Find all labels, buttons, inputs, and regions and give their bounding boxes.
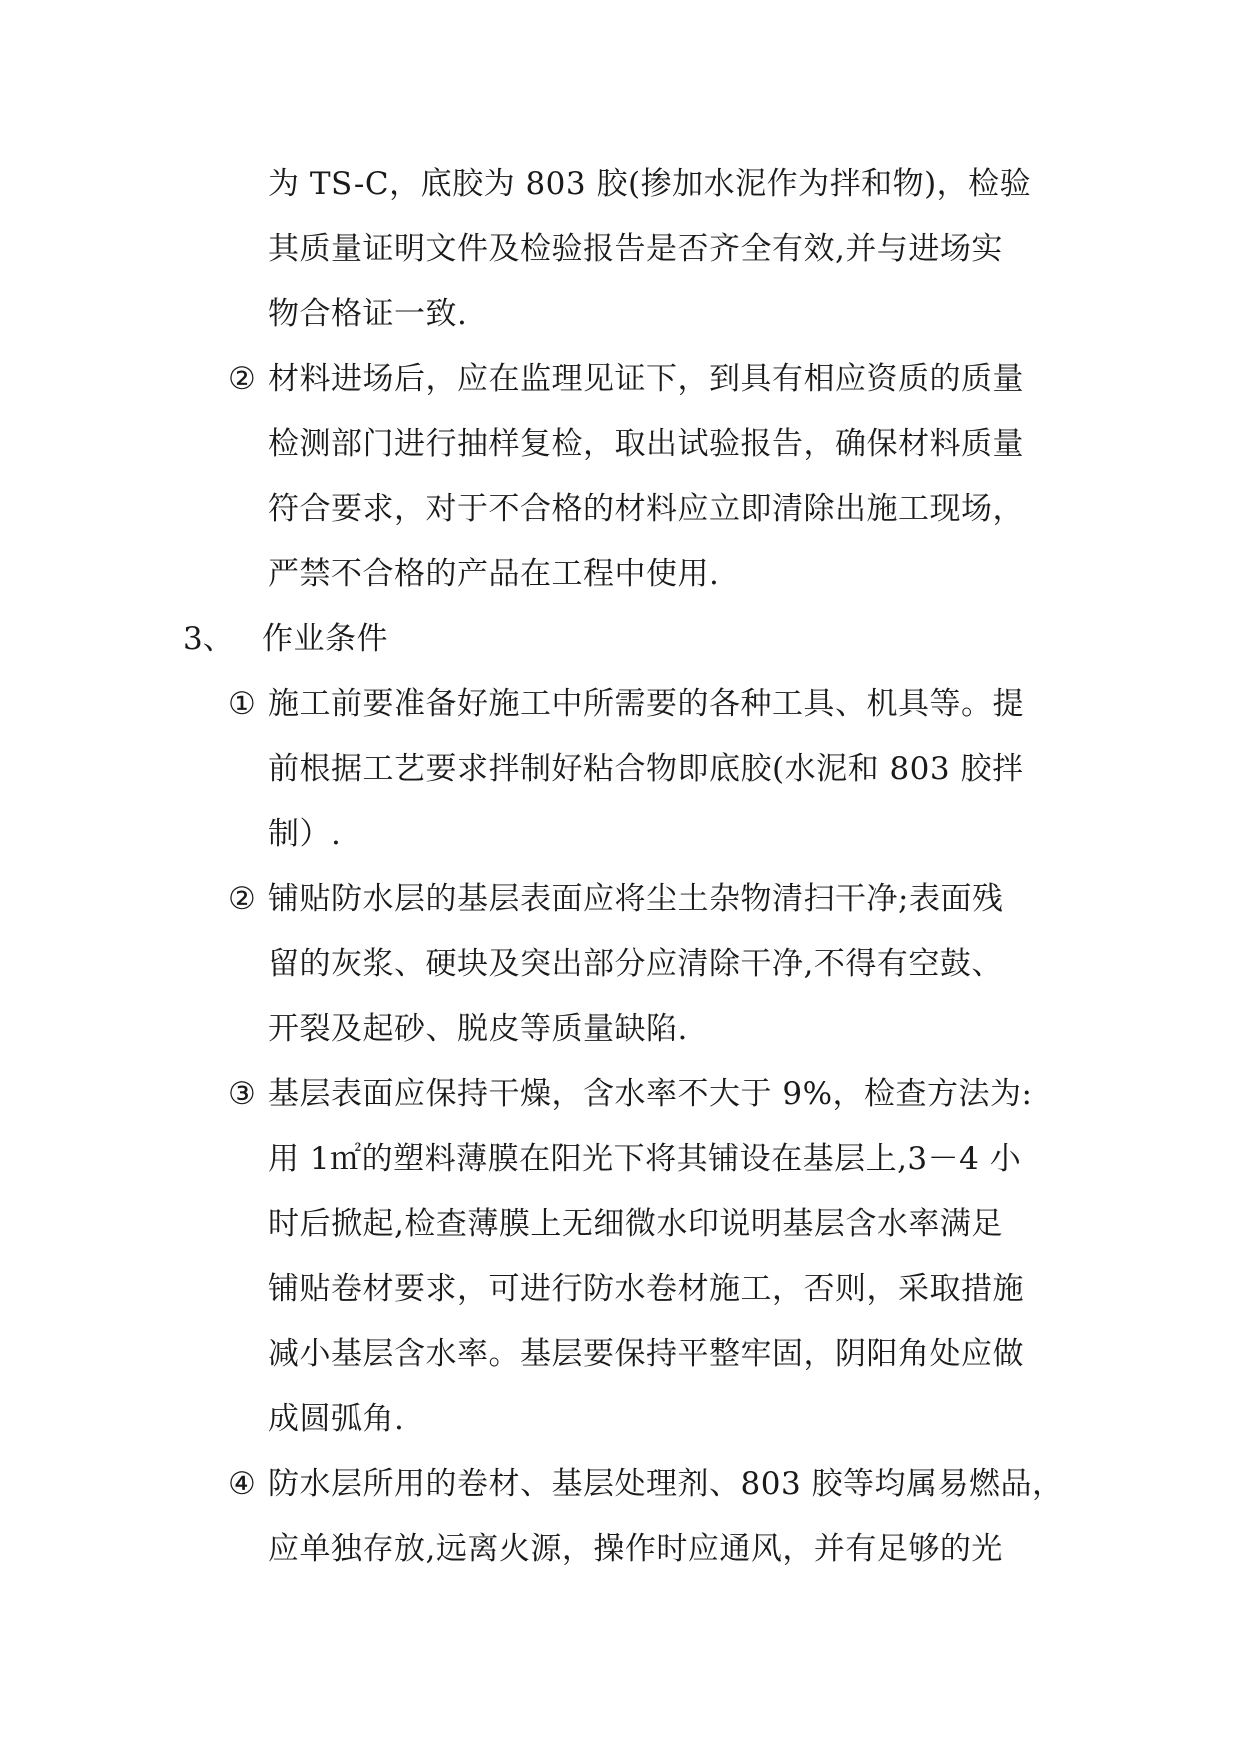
section-number: 3、 bbox=[183, 621, 234, 657]
text-line: 用 1㎡的塑料薄膜在阳光下将其铺设在基层上,3－4 小 bbox=[268, 1141, 1022, 1177]
list-marker: ③ bbox=[228, 1076, 256, 1112]
text-line: 留的灰浆、硬块及突出部分应清除干净,不得有空鼓、 bbox=[268, 946, 1003, 982]
text-line: 符合要求，对于不合格的材料应立即清除出施工现场， bbox=[268, 491, 1024, 527]
text-line: 应单独存放,远离火源，操作时应通风，并有足够的光 bbox=[268, 1531, 1003, 1567]
text-line: 成圆弧角. bbox=[268, 1401, 405, 1437]
list-marker: ① bbox=[228, 686, 256, 722]
text-line: 为 TS-C，底胶为 803 胶(掺加水泥作为拌和物)，检验 bbox=[268, 166, 1032, 202]
text-line: 前根据工艺要求拌制好粘合物即底胶(水泥和 803 胶拌 bbox=[268, 751, 1024, 787]
text-line: 开裂及起砂、脱皮等质量缺陷. bbox=[268, 1011, 688, 1047]
text-line: 施工前要准备好施工中所需要的各种工具、机具等。提 bbox=[268, 686, 1024, 722]
list-marker: ② bbox=[228, 881, 256, 917]
text-line: 时后掀起,检查薄膜上无细微水印说明基层含水率满足 bbox=[268, 1206, 1003, 1242]
text-line: 基层表面应保持干燥，含水率不大于 9%，检查方法为: bbox=[268, 1076, 1033, 1112]
text-line: 材料进场后，应在监理见证下，到具有相应资质的质量 bbox=[268, 361, 1024, 397]
section-title: 作业条件 bbox=[262, 621, 388, 657]
text-line: 铺贴防水层的基层表面应将尘土杂物清扫干净;表面残 bbox=[268, 881, 1004, 917]
text-line: 检测部门进行抽样复检，取出试验报告，确保材料质量 bbox=[268, 426, 1024, 462]
text-line: 防水层所用的卷材、基层处理剂、803 胶等均属易燃品， bbox=[268, 1466, 1064, 1502]
text-line: 其质量证明文件及检验报告是否齐全有效,并与进场实 bbox=[268, 231, 1003, 267]
text-line: 减小基层含水率。基层要保持平整牢固，阴阳角处应做 bbox=[268, 1336, 1024, 1372]
list-marker: ② bbox=[228, 361, 256, 397]
list-marker: ④ bbox=[228, 1466, 256, 1502]
text-line: 铺贴卷材要求，可进行防水卷材施工，否则，采取措施 bbox=[268, 1271, 1024, 1307]
text-line: 物合格证一致. bbox=[268, 296, 468, 332]
text-line: 制）. bbox=[268, 816, 342, 852]
text-line: 严禁不合格的产品在工程中使用. bbox=[268, 556, 720, 592]
